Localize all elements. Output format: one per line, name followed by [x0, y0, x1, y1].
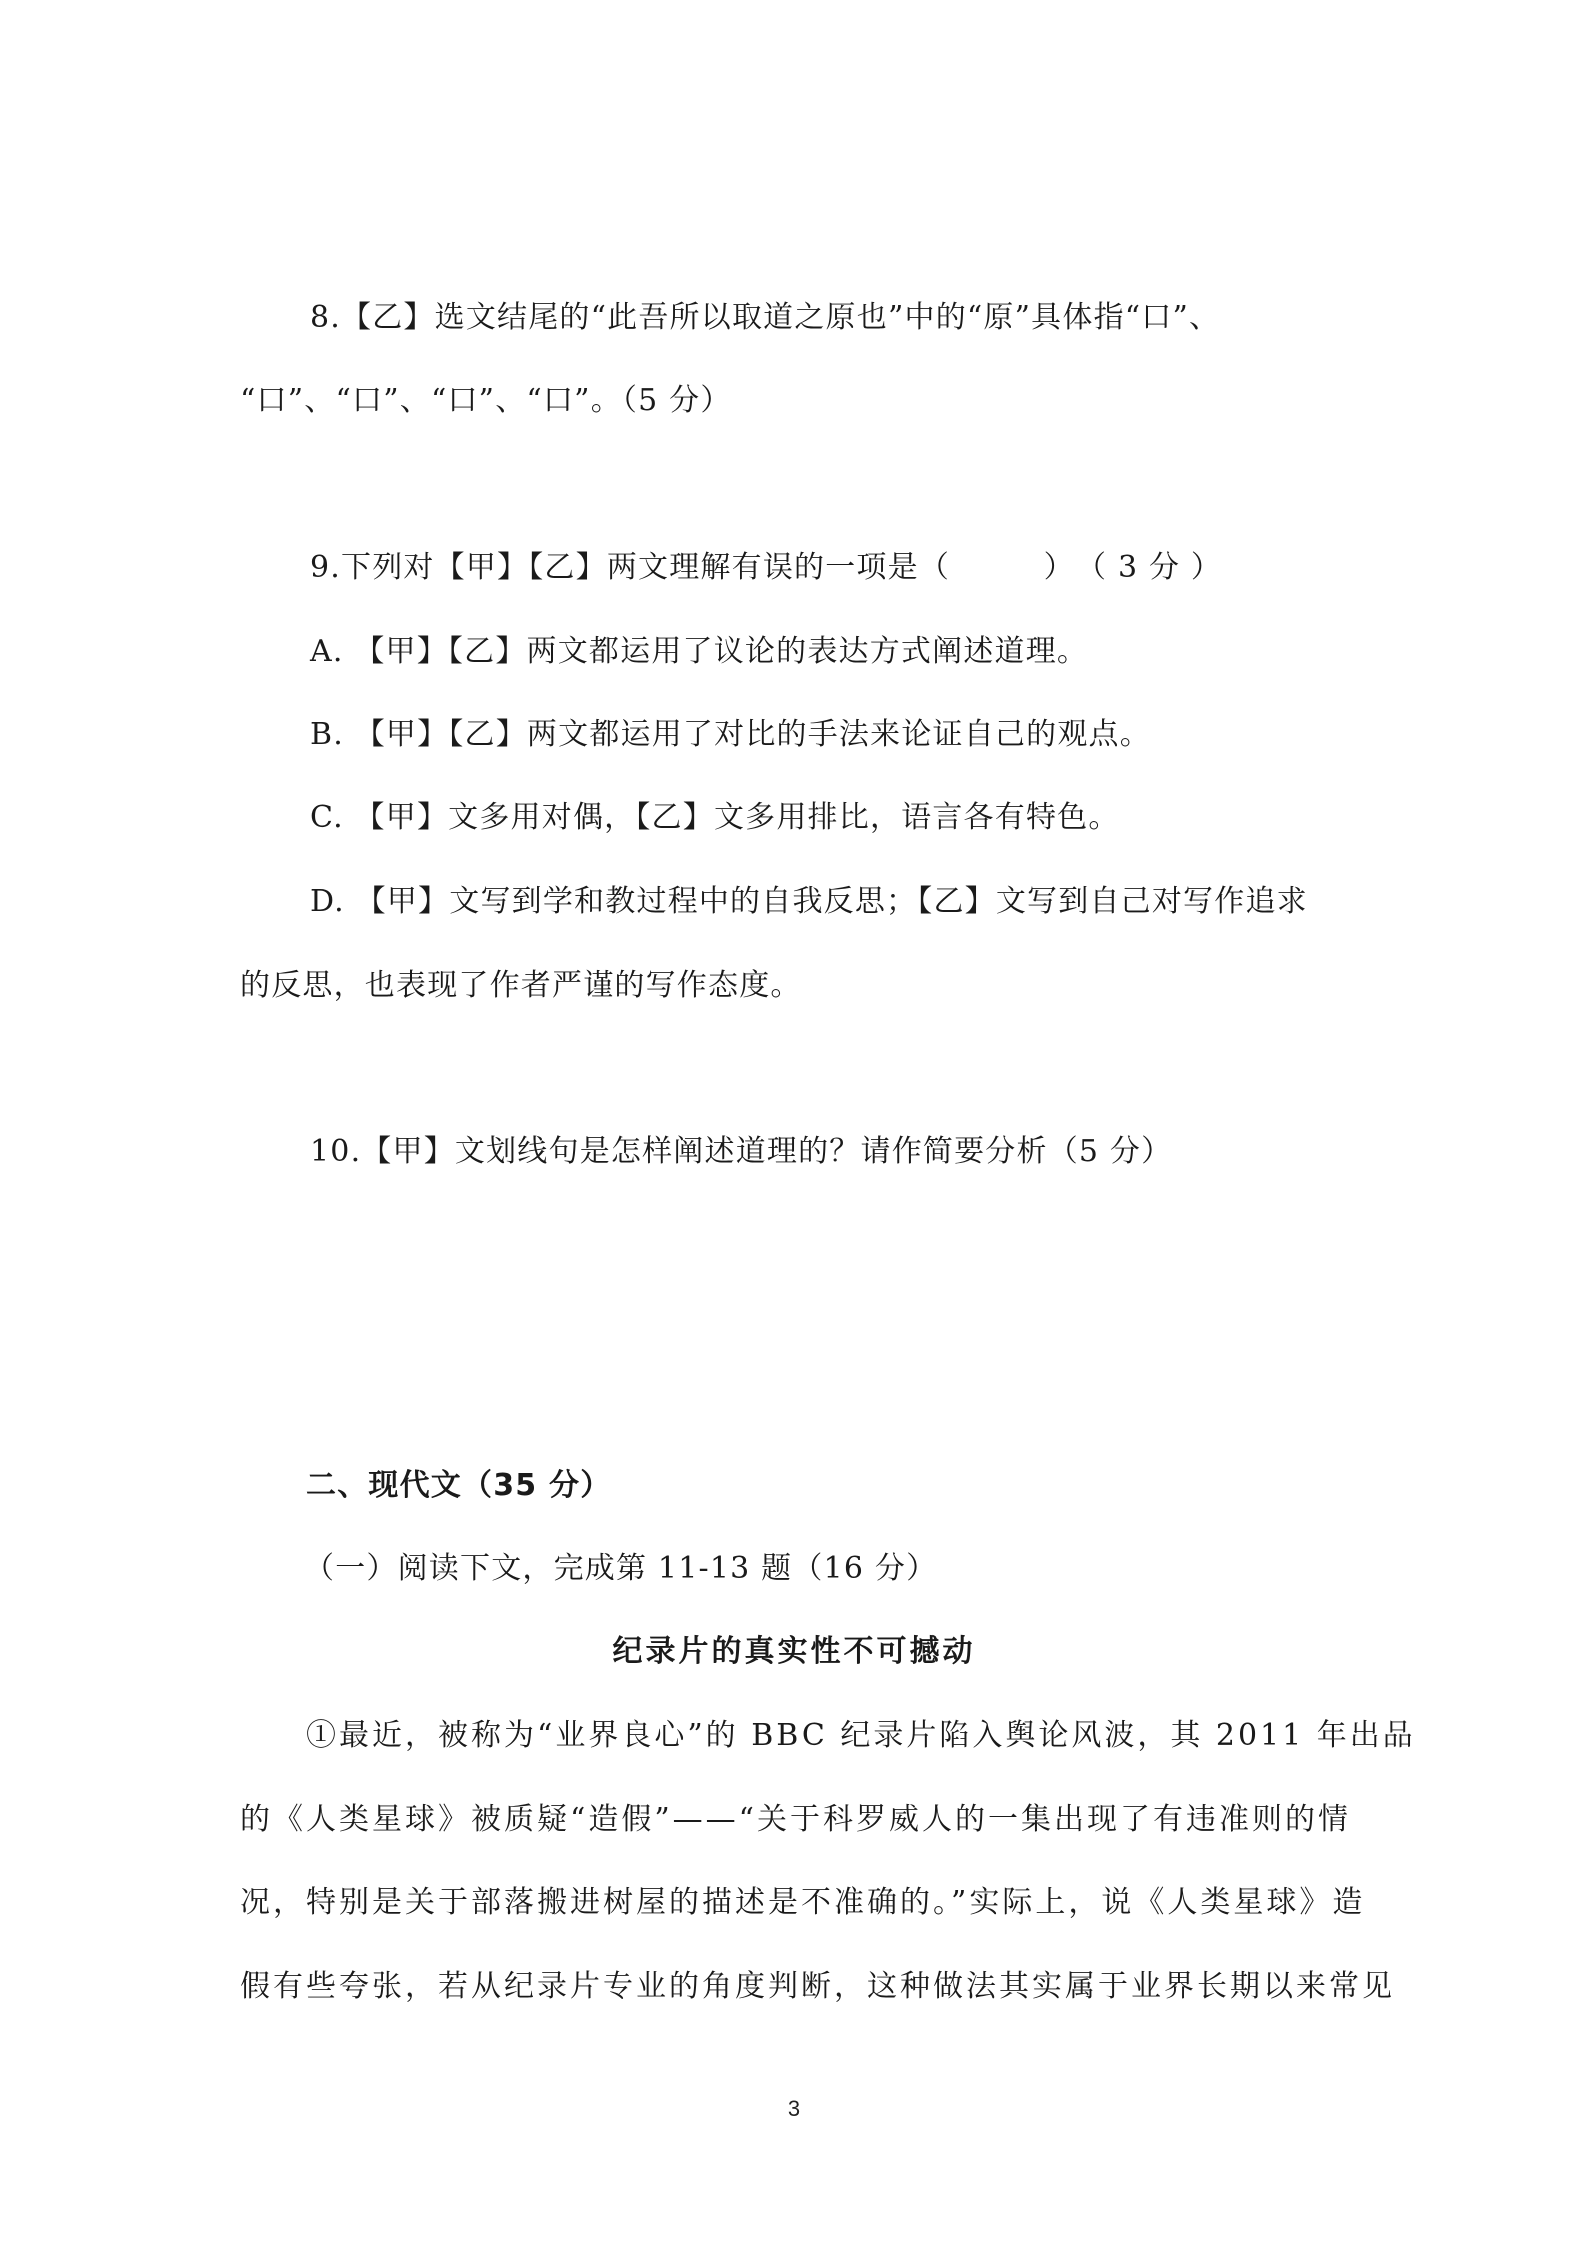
article-title: 纪录片的真实性不可撼动 [612, 1634, 976, 1669]
section-subtitle: （一）阅读下文，完成第 11-13 题（16 分） [304, 1551, 938, 1586]
question-8-line-2: “口”、“口”、“口”、“口”。（5 分） [240, 383, 732, 418]
question-9-option-a: A. 【甲】【乙】两文都运用了议论的表达方式阐述道理。 [310, 634, 1089, 669]
question-9-stem: 9.下列对【甲】【乙】两文理解有误的一项是（ ） （ 3 分 ） [310, 550, 1223, 585]
question-8-line-1: 8.【乙】选文结尾的“此吾所以取道之原也”中的“原”具体指“口”、 [310, 300, 1221, 335]
article-paragraph-line: ①最近，被称为“业界良心”的 BBC 纪录片陷入舆论风波，其 2011 年出品 [306, 1718, 1416, 1753]
question-10: 10.【甲】文划线句是怎样阐述道理的？请作简要分析（5 分） [310, 1134, 1173, 1169]
article-paragraph-line: 假有些夸张，若从纪录片专业的角度判断，这种做法其实属于业界长期以来常见 [240, 1969, 1395, 2004]
question-9-option-b: B. 【甲】【乙】两文都运用了对比的手法来论证自己的观点。 [310, 717, 1151, 752]
article-paragraph-line: 况，特别是关于部落搬进树屋的描述是不准确的。”实际上，说《人类星球》造 [240, 1885, 1366, 1920]
page-number: 3 [787, 2096, 801, 2121]
section-title: 二、现代文（35 分） [306, 1468, 612, 1503]
question-9-option-d: D. 【甲】文写到学和教过程中的自我反思；【乙】文写到自己对写作追求 [310, 884, 1308, 919]
question-9-option-c: C. 【甲】文多用对偶，【乙】文多用排比，语言各有特色。 [310, 800, 1120, 835]
question-9-option-d-continued: 的反思，也表现了作者严谨的写作态度。 [240, 968, 802, 1003]
article-paragraph-line: 的《人类星球》被质疑“造假”——“关于科罗威人的一集出现了有违准则的情 [240, 1802, 1352, 1837]
